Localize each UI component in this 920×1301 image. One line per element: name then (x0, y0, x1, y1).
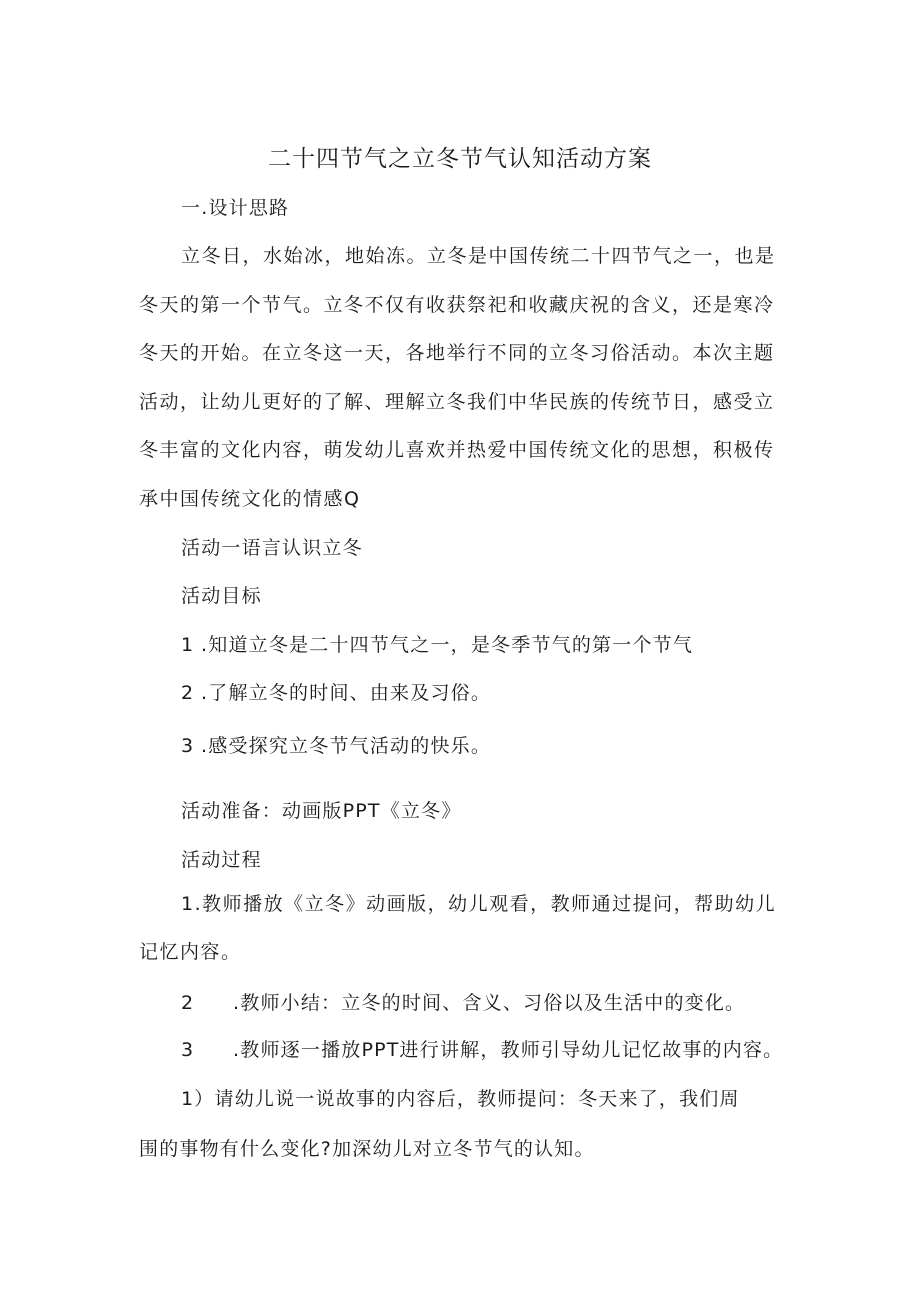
goal-item (181, 630, 693, 657)
sub-step-line-2: 围的事物有什么变化?加深幼儿对立冬节气的认知。 (139, 1138, 595, 1160)
step-text: .教师小结：立冬的时间、含义、习俗以及生活中的变化。 (233, 992, 746, 1014)
process-step-2 (181, 988, 745, 1015)
goal-number: 3 (181, 735, 195, 757)
step-text: .教师逐一播放PPT进行讲解，教师引导幼儿记忆故事的内容。 (233, 1039, 784, 1061)
document-title: 二十四节气之立冬节气认知活动方案 (268, 146, 652, 172)
goals-heading: 活动目标 (181, 585, 262, 607)
activity-heading: 活动一语言认识立冬 (181, 537, 363, 559)
goal-item (181, 731, 491, 758)
goal-number: 2 (181, 682, 195, 704)
goal-number: 1 (181, 634, 195, 656)
goal-text: .知道立冬是二十四节气之一，是冬季节气的第一个节气 (201, 634, 694, 656)
goal-text: .了解立冬的时间、由来及习俗。 (201, 682, 492, 704)
goal-text: .感受探究立冬节气活动的快乐。 (201, 735, 492, 757)
sub-step-line-1: 1）请幼儿说一说故事的内容后，教师提问：冬天来了，我们周 (181, 1088, 740, 1110)
step-number: 3 (181, 1039, 195, 1061)
intro-paragraph: 立冬日，水始冰，地始冻。立冬是中国传统二十四节气之一，也是冬天的第一个节气。立冬不仅有收获祭祀和收藏庆祝的含义，还是寒冷冬天的开始。在立冬这一天，各地举行不同的立冬习俗活动。本次主题活动，让幼儿更好的了解、理解立冬我们中华民族的传统节日，感受立冬丰富的文化内容，萌发幼儿喜欢并热爱中国传统文化的思想，积极传承中国传统文化的情感Q (139, 245, 776, 510)
process-heading: 活动过程 (181, 849, 262, 871)
process-step-1: 1.教师播放《立冬》动画版，幼儿观看，教师通过提问，帮助幼儿记忆内容。 (139, 893, 777, 963)
process-step-3 (181, 1035, 783, 1062)
goal-item (181, 678, 491, 705)
preparation-line: 活动准备：动画版PPT《立冬》 (181, 800, 462, 822)
step-number: 2 (181, 992, 195, 1014)
section-heading-design: 一.设计思路 (181, 197, 290, 219)
